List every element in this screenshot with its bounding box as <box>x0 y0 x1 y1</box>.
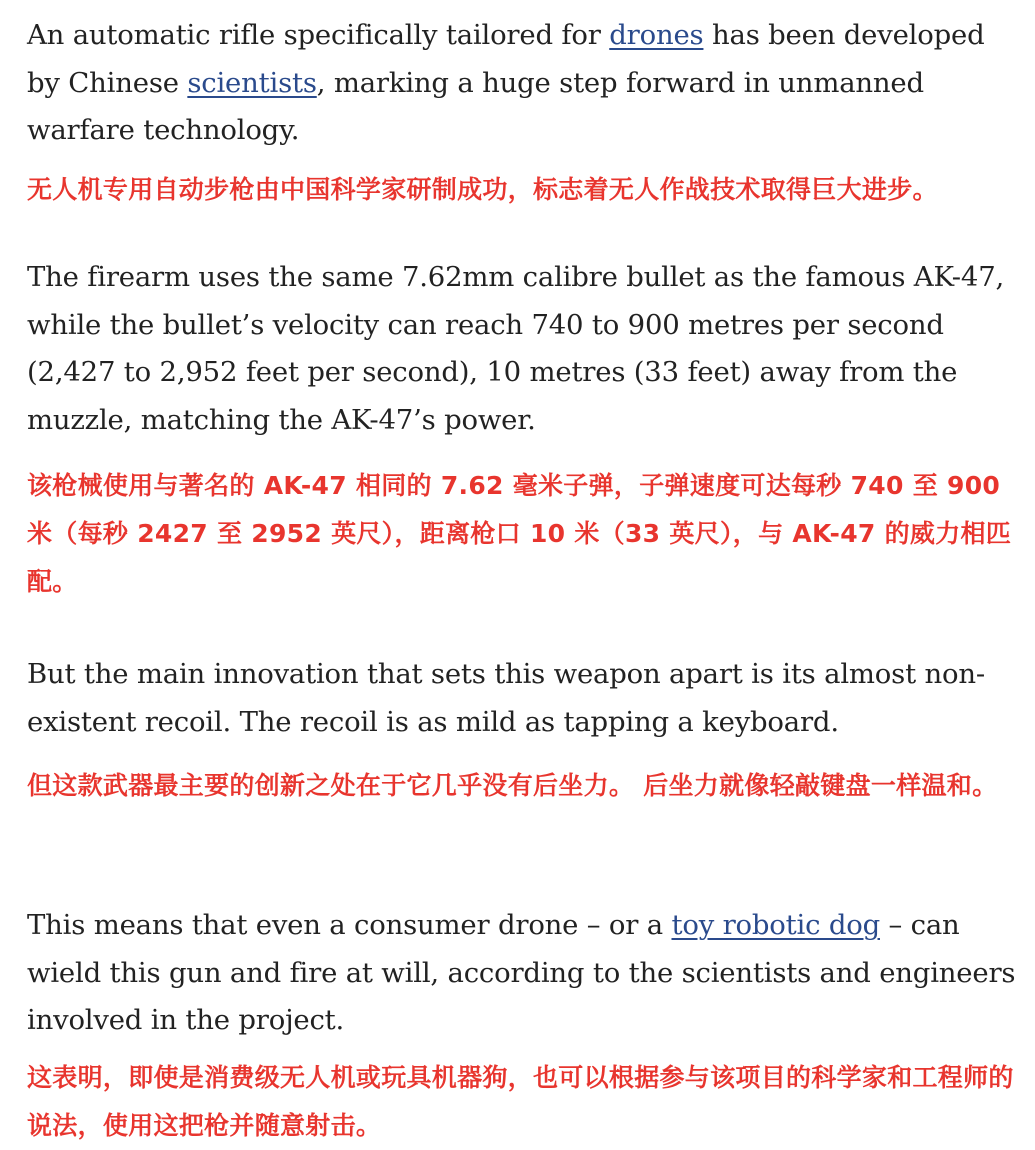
paragraph-4-chinese: 这表明，即使是消费级无人机或玩具机器狗，也可以根据参与该项目的科学家和工程师的说法，使用这把枪并随意射击。 <box>27 1063 1014 1140</box>
paragraph-1-english <box>27 12 1017 155</box>
paragraph-2-english: The firearm uses the same 7.62mm calibre bullet as the famous AK-47, while the bullet’s velocity can reach 740 to 900 metres per second (2,427 to 2,952 feet per second), 10 metres (33 feet) away from the muzzle, matching the AK-47’s power. <box>27 261 1005 436</box>
paragraph-4-english <box>27 902 1017 1045</box>
paragraph-1-text-c: , marking a huge step forward in unmanned warfare technology. <box>27 66 924 146</box>
scientists-link[interactable]: scientists <box>187 66 317 99</box>
paragraph-1-text-b: has been developed by Chinese <box>27 19 985 99</box>
drones-link[interactable]: drones <box>609 19 704 51</box>
toy-robotic-dog-link[interactable]: toy robotic dog <box>671 909 880 941</box>
paragraph-3-chinese: 但这款武器最主要的创新之处在于它几乎没有后坐力。 后坐力就像轻敲键盘一样温和。 <box>27 771 998 800</box>
paragraph-3-english: But the main innovation that sets this weapon apart is its almost non-existent recoil. The recoil is as mild as tapping a keyboard. <box>27 658 985 738</box>
paragraph-2-chinese: 该枪械使用与著名的 AK-47 相同的 7.62 毫米子弹，子弹速度可达每秒 740 至 900 米（每秒 2427 至 2952 英尺），距离枪口 10 米（33 英尺），与 AK-47 的威力相匹配。 <box>27 471 1012 596</box>
paragraph-1-text-a: An automatic rifle specifically tailored for <box>27 19 610 51</box>
paragraph-4-text-a: This means that even a consumer drone – or a <box>27 909 672 941</box>
paragraph-4-text-b: – can wield this gun and fire at will, according to the scientists and engineers involved in the project. <box>27 909 1016 1036</box>
paragraph-1-chinese: 无人机专用自动步枪由中国科学家研制成功，标志着无人作战技术取得巨大进步。 <box>27 175 938 204</box>
